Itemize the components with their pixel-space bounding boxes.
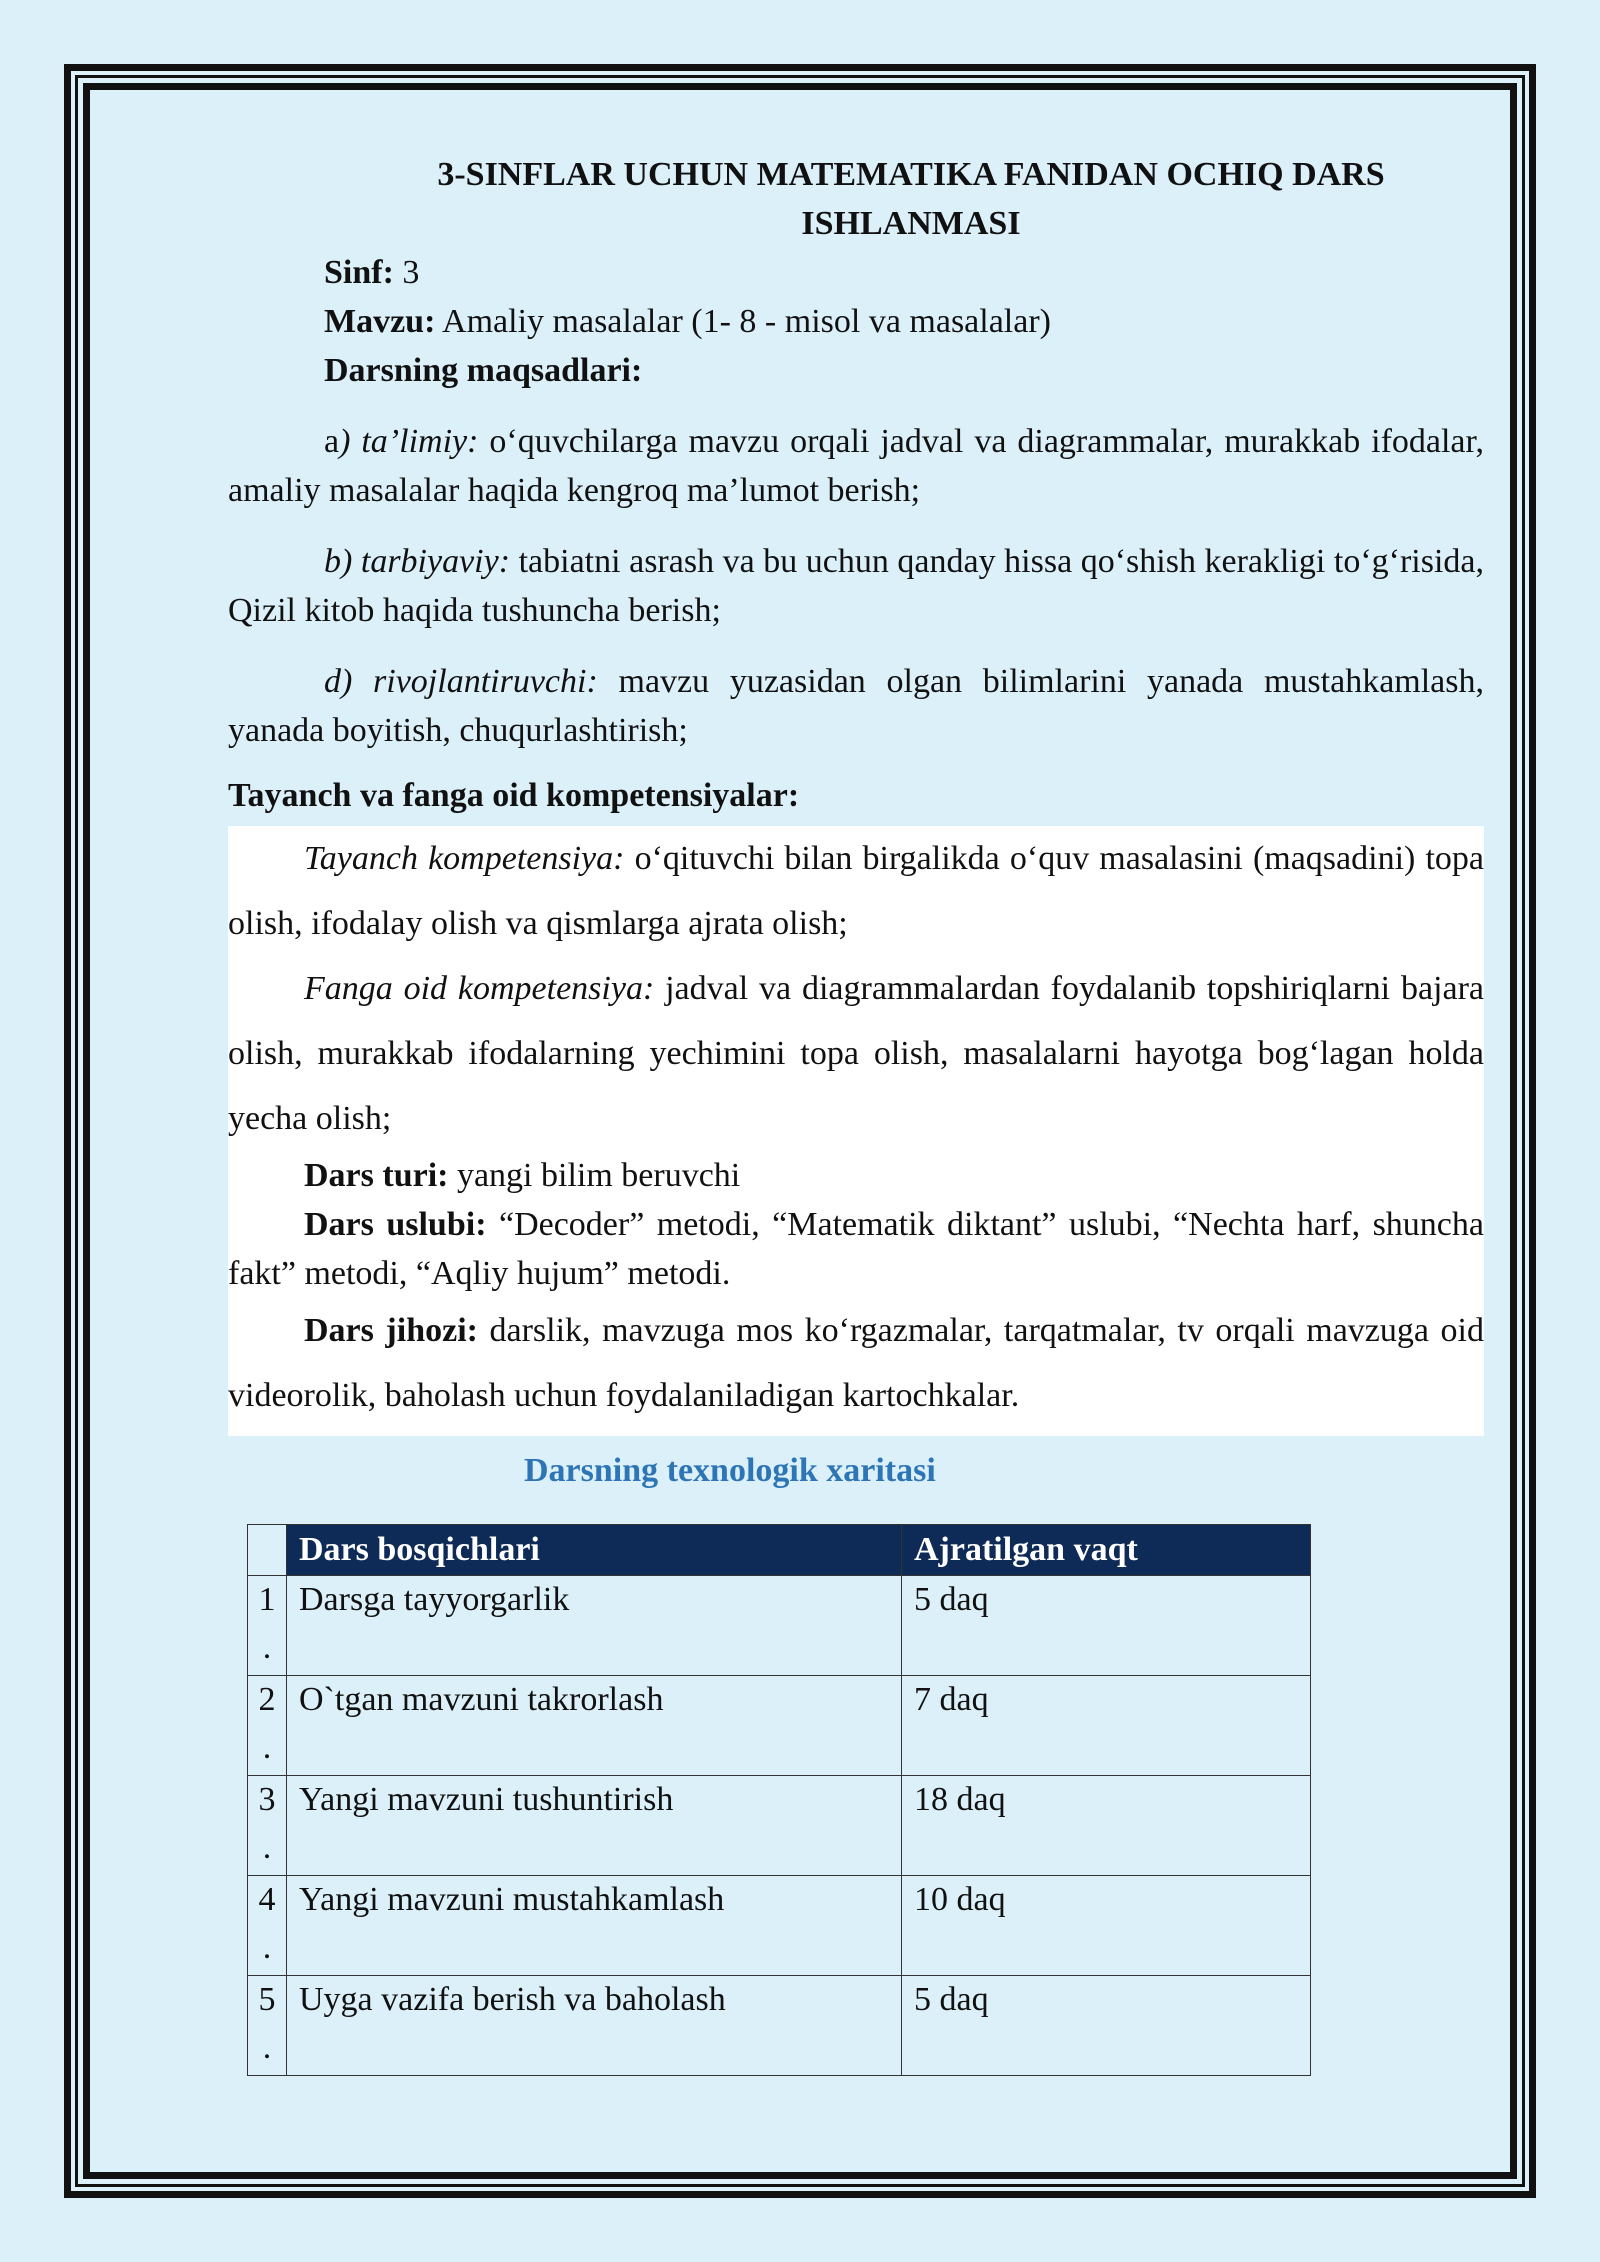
row-number-dot: .: [262, 2029, 272, 2066]
row-number-dot: .: [262, 1829, 272, 1866]
row-number-dot: .: [262, 1629, 272, 1666]
header-stages: Dars bosqichlari: [287, 1525, 902, 1576]
goal-rivojlantiruvchi: [228, 657, 1484, 755]
dars-turi: [228, 1151, 1484, 1200]
title-line-1: 3-SINFLAR UCHUN MATEMATIKA FANIDAN OCHIQ DARS: [437, 156, 1385, 193]
table-row: [248, 1576, 1311, 1676]
table-row: [248, 1776, 1311, 1876]
row-number-digit: 1: [258, 1581, 276, 1618]
row-number-digit: 5: [258, 1981, 276, 2018]
row-number-digit: 2: [258, 1681, 276, 1718]
goal-rivojlantiruvchi-text: mavzu yuzasidan olgan bilimlarini yanada mustahkamlash, yanada boyitish, chuqurlashtirish;: [228, 663, 1484, 749]
row-number-digit: 3: [258, 1781, 276, 1818]
sinf-label: Sinf:: [324, 254, 394, 291]
dars-turi-label: Dars turi:: [304, 1157, 449, 1194]
tayanch-competence: [228, 826, 1484, 956]
dars-uslubi: [228, 1200, 1484, 1298]
row-number: [248, 1676, 287, 1776]
row-time: 10 daq: [902, 1876, 1311, 1976]
row-number: [248, 1876, 287, 1976]
map-title: Darsning texnologik xaritasi: [524, 1452, 936, 1489]
tayanch-text: o‘qituvchi bilan birgalikda o‘quv masalasini (maqsadini) topa olish, ifodalay olish va qismlarga ajrata olish;: [228, 840, 1484, 942]
document-body: [228, 150, 1484, 1495]
document-title: [228, 150, 1484, 248]
tayanch-label: Tayanch kompetensiya:: [304, 840, 625, 877]
goal-tarbiyaviy-text: tabiatni asrash va bu uchun qanday hissa qo‘shish kerakligi to‘g‘risida, Qizil kitob haqida tushuncha berish;: [228, 543, 1485, 629]
fanga-competence: [228, 956, 1484, 1151]
goal-tarbiyaviy: [228, 537, 1484, 635]
row-stage: Yangi mavzuni tushuntirish: [287, 1776, 902, 1876]
dars-turi-text: yangi bilim beruvchi: [448, 1157, 741, 1194]
sinf-line: [228, 248, 1484, 297]
dars-jihozi-text: darslik, mavzuga mos ko‘rgazmalar, tarqatmalar, tv orqali mavzuga oid videorolik, baholash uchun foydalaniladigan kartochkalar.: [228, 1312, 1484, 1414]
sinf-value: 3: [393, 254, 420, 291]
row-stage: Yangi mavzuni mustahkamlash: [287, 1876, 902, 1976]
goal-talimiy-prefix: a: [324, 423, 340, 460]
header-number-cell: [248, 1525, 287, 1576]
header-time: Ajratilgan vaqt: [902, 1525, 1311, 1576]
goal-talimiy: [228, 417, 1484, 515]
row-number: [248, 1576, 287, 1676]
row-time: 7 daq: [902, 1676, 1311, 1776]
row-time: 5 daq: [902, 1976, 1311, 2076]
fanga-text: jadval va diagrammalardan foydalanib topshiriqlarni bajara olish, murakkab ifodalarning yechimini topa olish, masalalarni hayotga bog‘lagan holda yecha olish;: [228, 970, 1485, 1137]
table-header-row: [248, 1525, 1311, 1576]
maqsadlar-heading: Darsning maqsadlari:: [324, 352, 643, 389]
dars-jihozi: [228, 1298, 1484, 1428]
competencies-block: [228, 826, 1484, 1436]
row-stage: Darsga tayyorgarlik: [287, 1576, 902, 1676]
table-row: [248, 1676, 1311, 1776]
row-time: 5 daq: [902, 1576, 1311, 1676]
fanga-label: Fanga oid kompetensiya:: [304, 970, 655, 1007]
row-time: 18 daq: [902, 1776, 1311, 1876]
table-row: [248, 1976, 1311, 2076]
mavzu-value: Amaliy masalalar (1- 8 - misol va masalalar): [435, 303, 1051, 340]
dars-uslubi-label: Dars uslubi:: [304, 1206, 487, 1243]
row-number-dot: .: [262, 1729, 272, 1766]
table-row: [248, 1876, 1311, 1976]
goal-tarbiyaviy-label: b) tarbiyaviy:: [324, 543, 511, 580]
goal-rivojlantiruvchi-label: d) rivojlantiruvchi:: [324, 663, 598, 700]
row-stage: O`tgan mavzuni takrorlash: [287, 1676, 902, 1776]
goal-talimiy-label: ) ta’limiy:: [339, 423, 479, 460]
row-stage: Uyga vazifa berish va baholash: [287, 1976, 902, 2076]
mavzu-label: Mavzu:: [324, 303, 436, 340]
goal-talimiy-text: o‘quvchilarga mavzu orqali jadval va diagrammalar, murakkab ifodalar, amaliy masalalar haqida kengroq ma’lumot berish;: [228, 423, 1484, 509]
dars-uslubi-text: “Decoder” metodi, “Matematik diktant” uslubi, “Nechta harf, shuncha fakt” metodi, “Aqliy hujum” metodi.: [228, 1206, 1484, 1292]
row-number: [248, 1976, 287, 2076]
competencies-heading: Tayanch va fanga oid kompetensiyalar:: [228, 777, 800, 814]
lesson-plan-table: [247, 1524, 1311, 2076]
mavzu-line: [228, 297, 1484, 346]
row-number-digit: 4: [258, 1881, 276, 1918]
dars-jihozi-label: Dars jihozi:: [304, 1312, 478, 1349]
title-line-2: ISHLANMASI: [801, 205, 1021, 242]
row-number-dot: .: [262, 1929, 272, 1966]
row-number: [248, 1776, 287, 1876]
